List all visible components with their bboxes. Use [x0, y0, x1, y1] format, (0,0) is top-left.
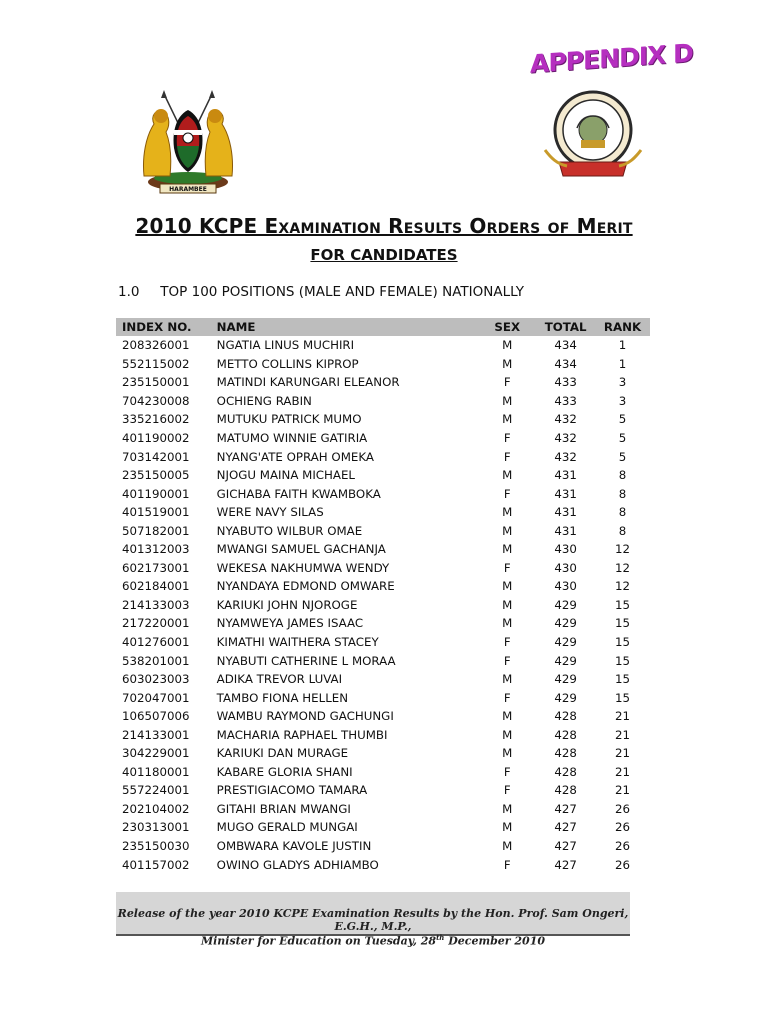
cell-index-no: 557224001	[122, 783, 190, 798]
cell-sex: M	[502, 393, 513, 408]
cell-name: KARIUKI DAN MURAGE	[216, 746, 349, 761]
cell-index-no: 401519001	[122, 505, 190, 520]
cell-total: 428	[554, 783, 577, 798]
cell-total: 429	[554, 635, 577, 650]
cell-total: 428	[554, 727, 577, 742]
cell-total: 429	[554, 690, 577, 705]
cell-index-no: 208326001	[122, 338, 190, 353]
section-number: 1.0	[118, 284, 140, 300]
cell-rank: 3	[618, 393, 627, 408]
cell-sex: M	[502, 820, 513, 835]
cell-rank: 15	[615, 690, 631, 705]
cell-name: ADIKA TREVOR LUVAI	[216, 672, 343, 687]
cell-total: 432	[554, 431, 577, 445]
cell-index-no: 217220001	[122, 616, 190, 631]
cell-sex: M	[502, 505, 513, 520]
cell-total: 430	[554, 579, 577, 594]
cell-index-no: 704230008	[122, 393, 190, 408]
cell-total: 427	[554, 857, 577, 872]
table-row	[116, 484, 650, 503]
cell-rank: 21	[615, 746, 631, 761]
header-total: TOTAL	[544, 320, 587, 334]
cell-rank: 3	[618, 375, 627, 390]
cell-index-no: 401157002	[122, 857, 190, 872]
table-row	[116, 503, 650, 522]
footer-line-2-text: Minister for Education on Tuesday, 28	[200, 934, 437, 948]
cell-total: 434	[554, 338, 577, 353]
cell-sex: M	[502, 338, 513, 353]
cell-rank: 1	[618, 356, 627, 371]
cell-name: NYABUTI CATHERINE L MORAA	[216, 653, 396, 668]
cell-index-no: 106507006	[122, 709, 190, 724]
cell-index-no: 603023003	[122, 672, 190, 687]
cell-total: 432	[554, 449, 577, 464]
cell-rank: 1	[618, 338, 627, 353]
cell-total: 429	[554, 616, 577, 631]
cell-sex: M	[502, 523, 513, 538]
cell-name: NJOGU MAINA MICHAEL	[216, 468, 356, 483]
table-row	[116, 614, 650, 633]
release-footer	[116, 892, 630, 948]
cell-sex: F	[503, 764, 511, 779]
table-row	[116, 781, 650, 800]
table-row	[116, 763, 650, 782]
coat-of-arms-logo	[136, 86, 240, 196]
cell-sex: F	[503, 653, 511, 668]
cell-total: 428	[554, 709, 577, 724]
cell-sex: M	[502, 616, 513, 631]
cell-sex: M	[502, 709, 513, 724]
table-row	[116, 429, 650, 448]
cell-total: 427	[554, 820, 577, 835]
cell-index-no: 202104002	[122, 801, 190, 816]
cell-sex: M	[502, 839, 513, 854]
table-row	[116, 596, 650, 615]
cell-index-no: 702047001	[122, 690, 190, 705]
cell-total: 430	[554, 542, 577, 557]
cell-total: 432	[554, 412, 577, 427]
cell-name: OMBWARA KAVOLE JUSTIN	[216, 839, 372, 854]
cell-index-no: 235150005	[122, 468, 190, 483]
cell-index-no: 235150030	[122, 839, 190, 854]
cell-total: 431	[554, 486, 577, 501]
cell-name: NYANDAYA EDMOND OMWARE	[216, 579, 395, 594]
cell-index-no: 235150001	[122, 375, 190, 390]
cell-name: MWANGI SAMUEL GACHANJA	[216, 542, 386, 557]
table-row	[116, 725, 650, 744]
cell-rank: 21	[615, 764, 631, 779]
header-sex: SEX	[494, 320, 521, 334]
table-row	[116, 392, 650, 411]
cell-name: WERE NAVY SILAS	[216, 505, 324, 520]
page-title: 2010 KCPE Examination Results Orders of Merit	[135, 214, 633, 238]
footer-line-2-date: December 2010	[444, 934, 546, 948]
results-table	[116, 318, 650, 874]
cell-rank: 12	[615, 542, 631, 557]
cell-sex: M	[502, 672, 513, 687]
cell-sex: F	[503, 431, 511, 445]
cell-rank: 15	[615, 635, 631, 650]
cell-index-no: 214133001	[122, 727, 190, 742]
cell-rank: 21	[615, 727, 631, 742]
cell-rank: 21	[615, 709, 631, 724]
cell-sex: M	[502, 597, 513, 612]
cell-sex: M	[502, 542, 513, 557]
table-row	[116, 744, 650, 763]
table-row	[116, 447, 650, 466]
table-row	[116, 373, 650, 392]
table-row	[116, 410, 650, 429]
cell-name: MUGO GERALD MUNGAI	[216, 820, 358, 835]
cell-total: 429	[554, 597, 577, 612]
header-name: NAME	[216, 320, 256, 334]
cell-name: NYABUTO WILBUR OMAE	[216, 523, 363, 538]
cell-rank: 15	[615, 597, 631, 612]
cell-total: 429	[554, 653, 577, 668]
cell-name: KIMATHI WAITHERA STACEY	[216, 635, 379, 650]
cell-sex: M	[502, 801, 513, 816]
cell-rank: 12	[615, 579, 631, 594]
cell-name: NGATIA LINUS MUCHIRI	[216, 338, 355, 353]
cell-index-no: 602184001	[122, 579, 190, 594]
cell-index-no: 304229001	[122, 746, 190, 761]
table-row	[116, 688, 650, 707]
footer-ordinal-suffix: th	[436, 933, 445, 942]
cell-sex: F	[503, 635, 511, 650]
section-text: TOP 100 POSITIONS (MALE AND FEMALE) NATIONALLY	[160, 284, 525, 300]
table-row	[116, 633, 650, 652]
cell-index-no: 230313001	[122, 820, 190, 835]
cell-index-no: 538201001	[122, 653, 190, 668]
table-row	[116, 355, 650, 374]
cell-total: 428	[554, 764, 577, 779]
cell-index-no: 401312003	[122, 542, 190, 557]
cell-sex: F	[503, 857, 511, 872]
cell-total: 427	[554, 801, 577, 816]
cell-rank: 15	[615, 672, 631, 687]
table-row	[116, 336, 650, 355]
cell-name: MUTUKU PATRICK MUMO	[216, 412, 362, 427]
table-row	[116, 540, 650, 559]
cell-name: METTO COLLINS KIPROP	[216, 356, 359, 371]
knec-seal-logo	[537, 80, 649, 188]
cell-index-no: 401276001	[122, 635, 190, 650]
cell-total: 431	[554, 505, 577, 520]
page-subtitle: FOR CANDIDATES	[310, 246, 458, 264]
table-row	[116, 707, 650, 726]
cell-rank: 5	[618, 431, 627, 445]
cell-rank: 26	[615, 857, 631, 872]
cell-sex: M	[502, 468, 513, 483]
cell-rank: 8	[618, 486, 627, 501]
table-row	[116, 466, 650, 485]
cell-total: 428	[554, 746, 577, 761]
table-row	[116, 818, 650, 837]
cell-total: 431	[554, 468, 577, 483]
motto-text: HARAMBEE	[169, 186, 207, 193]
cell-name: GITAHI BRIAN MWANGI	[216, 801, 351, 816]
cell-name: NYAMWEYA JAMES ISAAC	[216, 616, 364, 631]
table-row	[116, 855, 650, 874]
cell-sex: F	[503, 449, 511, 464]
cell-name: OWINO GLADYS ADHIAMBO	[216, 857, 379, 872]
cell-name: MACHARIA RAPHAEL THUMBI	[216, 727, 388, 742]
cell-rank: 21	[615, 783, 631, 798]
cell-sex: F	[503, 486, 511, 501]
cell-sex: F	[503, 375, 511, 390]
table-row	[116, 577, 650, 596]
cell-total: 434	[554, 356, 577, 371]
cell-rank: 15	[615, 616, 631, 631]
cell-sex: M	[502, 356, 513, 371]
cell-index-no: 401190001	[122, 486, 190, 501]
cell-rank: 26	[615, 839, 631, 854]
cell-sex: M	[502, 579, 513, 594]
cell-name: MATUMO WINNIE GATIRIA	[216, 431, 368, 445]
header-rank: RANK	[603, 320, 642, 334]
cell-name: MATINDI KARUNGARI ELEANOR	[216, 375, 400, 390]
cell-name: PRESTIGIACOMO TAMARA	[216, 783, 368, 798]
cell-sex: F	[503, 690, 511, 705]
cell-rank: 8	[618, 505, 627, 520]
cell-name: WAMBU RAYMOND GACHUNGI	[216, 709, 394, 724]
footer-line-1: Release of the year 2010 KCPE Examination Results by the Hon. Prof. Sam Ongeri, E.G.H., M.P.,	[117, 907, 629, 933]
table-row	[116, 800, 650, 819]
cell-rank: 26	[615, 801, 631, 816]
cell-name: OCHIENG RABIN	[216, 393, 312, 408]
cell-rank: 12	[615, 560, 631, 575]
cell-sex: M	[502, 412, 513, 427]
cell-name: KABARE GLORIA SHANI	[216, 764, 353, 779]
cell-sex: M	[502, 727, 513, 742]
cell-name: GICHABA FAITH KWAMBOKA	[216, 486, 381, 501]
table-row	[116, 521, 650, 540]
header-index: INDEX NO.	[122, 320, 192, 334]
cell-index-no: 214133003	[122, 597, 190, 612]
cell-index-no: 335216002	[122, 412, 190, 427]
cell-sex: F	[503, 560, 511, 575]
cell-name: NYANG'ATE OPRAH OMEKA	[216, 449, 374, 464]
appendix-label: APPENDIX D	[530, 38, 693, 79]
cell-total: 433	[554, 393, 577, 408]
cell-rank: 15	[615, 653, 631, 668]
cell-index-no: 401180001	[122, 764, 190, 779]
cell-name: KARIUKI JOHN NJOROGE	[216, 597, 358, 612]
cell-total: 431	[554, 523, 577, 538]
cell-sex: M	[502, 746, 513, 761]
footer-line-2	[116, 933, 630, 948]
section-heading	[118, 284, 524, 300]
results-body	[116, 336, 650, 874]
cell-index-no: 401190002	[122, 431, 190, 445]
table-row	[116, 559, 650, 578]
table-row	[116, 670, 650, 689]
cell-index-no: 602173001	[122, 560, 190, 575]
cell-total: 433	[554, 375, 577, 390]
table-row	[116, 837, 650, 856]
cell-total: 427	[554, 839, 577, 854]
cell-total: 429	[554, 672, 577, 687]
cell-sex: F	[503, 783, 511, 798]
cell-name: WEKESA NAKHUMWA WENDY	[216, 560, 390, 575]
cell-index-no: 507182001	[122, 523, 190, 538]
cell-rank: 8	[618, 523, 627, 538]
table-row	[116, 651, 650, 670]
cell-index-no: 703142001	[122, 449, 190, 464]
cell-rank: 5	[618, 449, 627, 464]
table-header-row	[116, 318, 650, 336]
cell-name: TAMBO FIONA HELLEN	[216, 690, 349, 705]
cell-rank: 26	[615, 820, 631, 835]
cell-rank: 5	[618, 412, 627, 427]
cell-index-no: 552115002	[122, 356, 190, 371]
cell-rank: 8	[618, 468, 627, 483]
cell-total: 430	[554, 560, 577, 575]
